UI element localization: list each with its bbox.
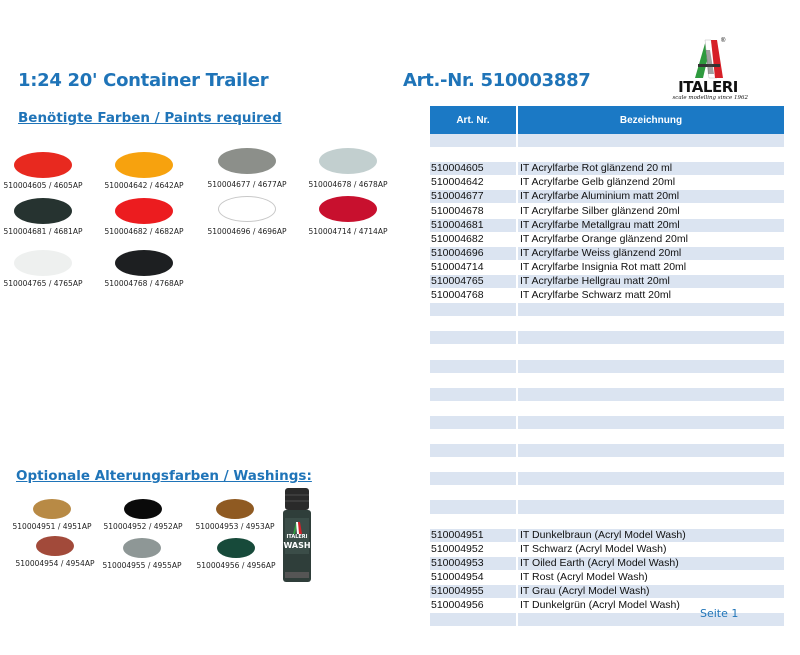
cell-bezeichnung: IT Rost (Acryl Model Wash): [518, 571, 784, 585]
cell-bezeichnung: [518, 303, 784, 317]
table-row: [430, 500, 784, 514]
swatch-code: 510004682 / 4682AP: [104, 227, 184, 236]
cell-art-nr: 510004768: [430, 289, 518, 303]
swatch-color: [14, 250, 72, 276]
swatch-color: [14, 152, 72, 178]
table-row: [430, 134, 784, 148]
swatch-code: 510004714 / 4714AP: [308, 227, 388, 236]
table-row: [430, 543, 784, 557]
cell-art-nr: [430, 134, 518, 148]
cell-bezeichnung: [518, 444, 784, 458]
table-row: [430, 402, 784, 416]
table-row: [430, 557, 784, 571]
swatch-color: [14, 198, 72, 224]
paints-required-heading: Benötigte Farben / Paints required: [18, 110, 282, 126]
cell-bezeichnung: IT Acrylfarbe Weiss glänzend 20ml: [518, 247, 784, 261]
swatch-color: [33, 499, 71, 519]
bottle-brand: ITALERI: [286, 534, 308, 540]
cell-art-nr: 510004714: [430, 261, 518, 275]
bottle-label: WASH: [283, 541, 311, 550]
table-row: [430, 190, 784, 204]
table-row: [430, 571, 784, 585]
swatch-code: 510004955 / 4955AP: [102, 561, 182, 570]
table-row: [430, 458, 784, 472]
cell-bezeichnung: IT Acrylfarbe Hellgrau matt 20ml: [518, 275, 784, 289]
cell-art-nr: 510004951: [430, 529, 518, 543]
swatch-color: [216, 499, 254, 519]
paint-swatch: [94, 152, 194, 190]
table-row: [430, 247, 784, 261]
cell-bezeichnung: IT Acrylfarbe Aluminium matt 20ml: [518, 190, 784, 204]
paint-swatch: [197, 148, 297, 189]
table-row: [430, 233, 784, 247]
registered-mark: ®: [721, 38, 726, 44]
cell-bezeichnung: IT Acrylfarbe Orange glänzend 20ml: [518, 233, 784, 247]
cell-art-nr: [430, 500, 518, 514]
swatch-code: 510004951 / 4951AP: [12, 522, 92, 531]
swatch-color: [115, 198, 173, 224]
paint-swatch: [0, 198, 93, 236]
table-row: [430, 317, 784, 331]
cell-art-nr: [430, 303, 518, 317]
table-row: [430, 148, 784, 162]
cell-art-nr: 510004955: [430, 585, 518, 599]
swatch-color: [217, 538, 255, 558]
cell-art-nr: [430, 360, 518, 374]
table-row: [430, 515, 784, 529]
cell-art-nr: [430, 430, 518, 444]
swatch-color: [218, 148, 276, 174]
cell-art-nr: [430, 317, 518, 331]
cell-bezeichnung: [518, 472, 784, 486]
wash-bottle-image: [280, 488, 314, 584]
swatch-code: 510004765 / 4765AP: [3, 279, 83, 288]
table-row: [430, 275, 784, 289]
cell-art-nr: 510004681: [430, 219, 518, 233]
cell-bezeichnung: [518, 515, 784, 529]
cell-bezeichnung: [518, 402, 784, 416]
cell-bezeichnung: [518, 331, 784, 345]
cell-bezeichnung: IT Acrylfarbe Silber glänzend 20ml: [518, 204, 784, 218]
cell-bezeichnung: [518, 388, 784, 402]
table-row: [430, 472, 784, 486]
cell-art-nr: 510004642: [430, 176, 518, 190]
cell-bezeichnung: [518, 486, 784, 500]
swatch-code: 510004605 / 4605AP: [3, 181, 83, 190]
cell-art-nr: [430, 331, 518, 345]
logo-brand: ITALERI: [678, 78, 738, 96]
wash-swatch: [191, 538, 281, 570]
table-row: [430, 388, 784, 402]
paint-swatch: [298, 148, 398, 189]
swatch-code: 510004953 / 4953AP: [195, 522, 275, 531]
cell-art-nr: [430, 388, 518, 402]
cell-art-nr: 510004952: [430, 543, 518, 557]
cell-art-nr: 510004682: [430, 233, 518, 247]
cell-bezeichnung: [518, 345, 784, 359]
wash-swatch: [10, 536, 100, 568]
cell-art-nr: [430, 515, 518, 529]
table-row: [430, 261, 784, 275]
swatch-color: [124, 499, 162, 519]
table-row: [430, 289, 784, 303]
paint-swatch: [94, 250, 194, 288]
table-row: [430, 585, 784, 599]
table-row: [430, 176, 784, 190]
cell-art-nr: 510004678: [430, 204, 518, 218]
paint-table: [430, 106, 784, 627]
cell-bezeichnung: IT Acrylfarbe Gelb glänzend 20ml: [518, 176, 784, 190]
cell-art-nr: 510004953: [430, 557, 518, 571]
swatch-code: 510004954 / 4954AP: [15, 559, 95, 568]
cell-art-nr: [430, 148, 518, 162]
cell-bezeichnung: [518, 458, 784, 472]
swatch-code: 510004681 / 4681AP: [3, 227, 83, 236]
swatch-color: [115, 250, 173, 276]
table-row: [430, 331, 784, 345]
cell-art-nr: [430, 458, 518, 472]
paint-swatch: [94, 198, 194, 236]
cell-art-nr: 510004765: [430, 275, 518, 289]
swatch-code: 510004642 / 4642AP: [104, 181, 184, 190]
paint-swatch: [0, 152, 93, 190]
cell-bezeichnung: [518, 613, 784, 627]
table-row: [430, 204, 784, 218]
logo-tagline: scale modelling since 1962: [672, 95, 748, 101]
wash-swatch: [190, 499, 280, 531]
paint-swatch: [0, 250, 93, 288]
swatch-color: [123, 538, 161, 558]
cell-art-nr: 510004956: [430, 599, 518, 613]
cell-bezeichnung: [518, 416, 784, 430]
cell-art-nr: [430, 374, 518, 388]
page-number: Seite 1: [700, 607, 739, 620]
paint-swatch: [298, 196, 398, 236]
cell-art-nr: [430, 613, 518, 627]
cell-art-nr: 510004696: [430, 247, 518, 261]
table-row: [430, 486, 784, 500]
swatch-code: 510004768 / 4768AP: [104, 279, 184, 288]
cell-bezeichnung: [518, 148, 784, 162]
page-title: 1:24 20' Container Trailer: [18, 70, 269, 91]
swatch-code: 510004956 / 4956AP: [196, 561, 276, 570]
swatch-color: [218, 196, 276, 222]
cell-bezeichnung: [518, 430, 784, 444]
swatch-color: [319, 148, 377, 174]
table-row: [430, 303, 784, 317]
table-row: [430, 416, 784, 430]
cell-bezeichnung: IT Acrylfarbe Insignia Rot matt 20ml: [518, 261, 784, 275]
swatch-color: [36, 536, 74, 556]
cell-art-nr: [430, 345, 518, 359]
cell-bezeichnung: IT Acrylfarbe Schwarz matt 20ml: [518, 289, 784, 303]
table-row: [430, 374, 784, 388]
swatch-code: 510004678 / 4678AP: [308, 180, 388, 189]
table-row: [430, 345, 784, 359]
cell-bezeichnung: [518, 134, 784, 148]
table-header-row: [430, 106, 784, 134]
wash-swatch: [7, 499, 97, 531]
table-row: [430, 162, 784, 176]
table-row: [430, 444, 784, 458]
cell-art-nr: [430, 486, 518, 500]
italeri-logo: [668, 38, 748, 102]
cell-art-nr: [430, 472, 518, 486]
cell-bezeichnung: [518, 317, 784, 331]
cell-bezeichnung: IT Grau (Acryl Model Wash): [518, 585, 784, 599]
swatch-code: 510004696 / 4696AP: [207, 227, 287, 236]
cell-art-nr: [430, 444, 518, 458]
swatch-color: [319, 196, 377, 222]
washings-heading: Optionale Alterungsfarben / Washings:: [16, 468, 312, 484]
col-header-art-nr: Art. Nr.: [430, 106, 518, 134]
wash-swatch: [97, 538, 187, 570]
swatch-color: [115, 152, 173, 178]
cell-art-nr: [430, 416, 518, 430]
cell-art-nr: [430, 402, 518, 416]
table-row: [430, 360, 784, 374]
table-row: [430, 430, 784, 444]
cell-bezeichnung: [518, 374, 784, 388]
table-row: [430, 219, 784, 233]
article-number: Art.-Nr. 510003887: [403, 70, 591, 91]
wash-swatch: [98, 499, 188, 531]
col-header-bezeichnung: Bezeichnung: [518, 106, 784, 134]
cell-art-nr: 510004605: [430, 162, 518, 176]
table-row: [430, 529, 784, 543]
cell-bezeichnung: IT Acrylfarbe Rot glänzend 20 ml: [518, 162, 784, 176]
paint-swatch: [197, 196, 297, 236]
cell-art-nr: 510004954: [430, 571, 518, 585]
cell-bezeichnung: IT Schwarz (Acryl Model Wash): [518, 543, 784, 557]
cell-bezeichnung: IT Acrylfarbe Metallgrau matt 20ml: [518, 219, 784, 233]
cell-bezeichnung: IT Oiled Earth (Acryl Model Wash): [518, 557, 784, 571]
italeri-emblem-icon: [668, 38, 748, 80]
swatch-code: 510004677 / 4677AP: [207, 180, 287, 189]
cell-bezeichnung: [518, 500, 784, 514]
cell-bezeichnung: [518, 360, 784, 374]
cell-art-nr: 510004677: [430, 190, 518, 204]
cell-bezeichnung: IT Dunkelgrün (Acryl Model Wash): [518, 599, 784, 613]
cell-bezeichnung: IT Dunkelbraun (Acryl Model Wash): [518, 529, 784, 543]
swatch-code: 510004952 / 4952AP: [103, 522, 183, 531]
